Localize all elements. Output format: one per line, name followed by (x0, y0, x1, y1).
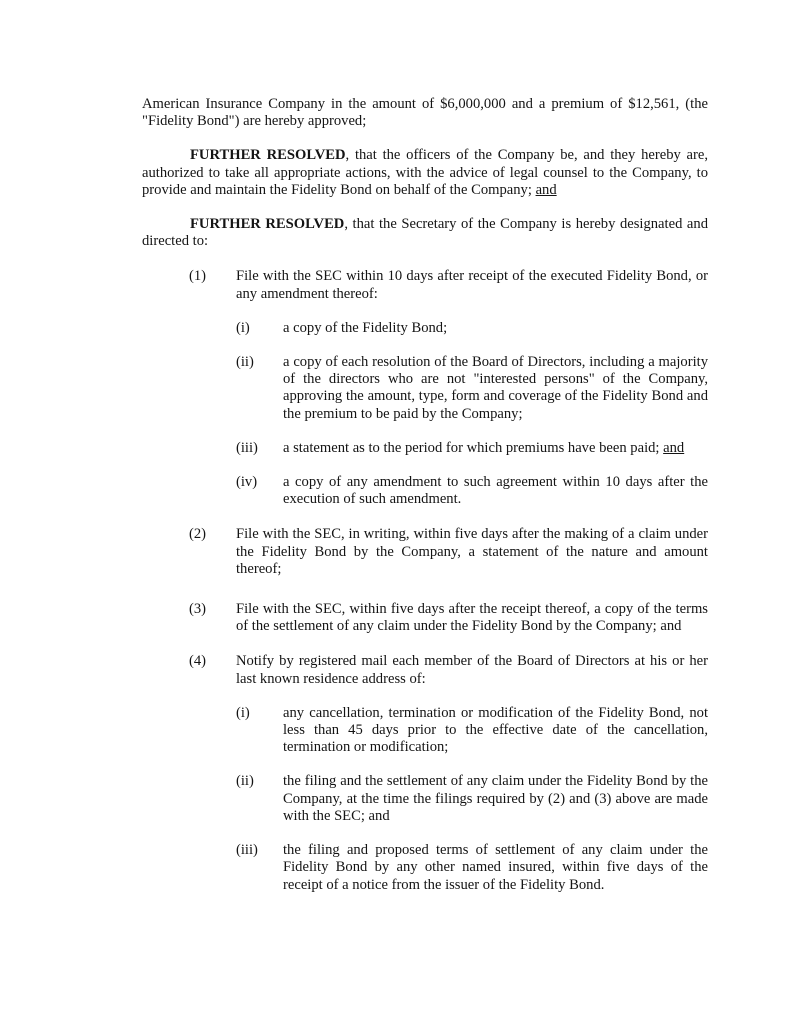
sub-item-text: a copy of the Fidelity Bond; (283, 319, 448, 336)
list-item-number: (1) (189, 268, 207, 285)
sub-list-item (142, 773, 708, 825)
sub-item-text: a copy of each resolution of the Board of Directors, including a majority of the directors who are not "interested persons" of the Company, approving the amount, type, form and coverage of the Fidelity Bond and the premium to be paid by the Company; (283, 354, 708, 422)
sub-item-conjunction: and (663, 439, 685, 456)
list-item (142, 601, 708, 635)
sub-list-item (142, 705, 708, 757)
sub-item-number: (i) (236, 704, 250, 721)
list-item (142, 526, 708, 578)
sub-item-text: a statement as to the period for which premiums have been paid; and (283, 439, 685, 456)
resolution-lead: FURTHER RESOLVED (190, 216, 345, 233)
resolution-conjunction: and (535, 181, 557, 198)
sub-item-text: a copy of any amendment to such agreement within 10 days after the execution of such amendment. (283, 474, 708, 508)
list-item (142, 653, 708, 687)
sub-item-number: (iii) (236, 439, 258, 456)
sub-item-text: the filing and the settlement of any claim under the Fidelity Bond by the Company, at the time the filings required by (2) and (3) above are made with the SEC; and (283, 773, 708, 824)
sub-item-text: the filing and proposed terms of settlement of any claim under the Fidelity Bond by any other named insured, within five days of the receipt of a notice from the issuer of the Fidelity Bond. (283, 842, 708, 893)
list-item-text: Notify by registered mail each member of the Board of Directors at his or her last known residence address of: (236, 653, 708, 687)
intro-paragraph: American Insurance Company in the amount of $6,000,000 and a premium of $12,561, (the "Fidelity Bond") are hereby approved; (142, 96, 708, 130)
sub-list-item (142, 320, 708, 337)
list-item-text: File with the SEC, within five days after the receipt thereof, a copy of the terms of the settlement of any claim under the Fidelity Bond by the Company; and (236, 601, 708, 635)
sub-list-item (142, 440, 708, 457)
sub-item-number: (iv) (236, 474, 258, 491)
resolution-lead: FURTHER RESOLVED (190, 147, 346, 164)
document-page (142, 96, 708, 894)
sub-item-number: (iii) (236, 842, 258, 859)
sub-list-item (142, 842, 708, 894)
list-item-number: (3) (189, 601, 207, 618)
sub-item-number: (i) (236, 319, 250, 336)
sub-item-number: (ii) (236, 354, 254, 371)
list-item (142, 268, 708, 302)
sub-list-item (142, 474, 708, 508)
sub-item-number: (ii) (236, 773, 254, 790)
resolution-paragraph-2 (142, 216, 708, 250)
resolution-text: , that the officers of the Company be, and they hereby are, authorized to take all appropriate actions, with the advice of legal counsel to the Company, to provide and maintain the Fidelity Bond on behalf of the Company; (142, 147, 708, 198)
list-item-number: (2) (189, 526, 207, 543)
list-item-text: File with the SEC within 10 days after receipt of the executed Fidelity Bond, or any amendment thereof: (236, 268, 708, 302)
list-item-number: (4) (189, 653, 207, 670)
sub-item-text: any cancellation, termination or modification of the Fidelity Bond, not less than 45 days prior to the effective date of the cancellation, termination or modification; (283, 704, 708, 756)
sub-list-item (142, 354, 708, 423)
resolution-text: , that the Secretary of the Company is hereby designated and directed to: (142, 216, 708, 250)
list-item-text: File with the SEC, in writing, within five days after the making of a claim under the Fidelity Bond by the Company, a statement of the nature and amount thereof; (236, 526, 708, 577)
resolution-paragraph-1 (142, 147, 708, 199)
